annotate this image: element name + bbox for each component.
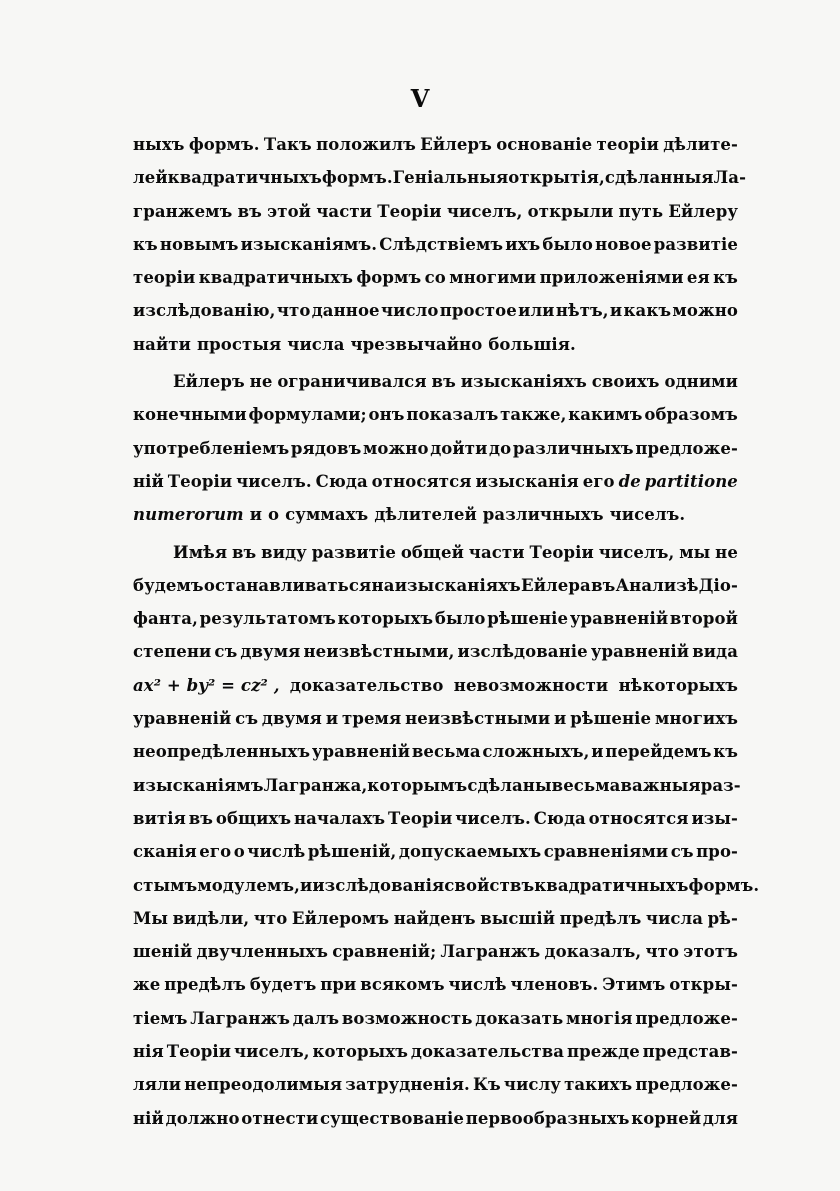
text-line — [133, 635, 738, 668]
word: доказать — [475, 1008, 564, 1028]
word: уравненій — [590, 642, 690, 662]
word: такихъ — [564, 1075, 633, 1095]
word: нѣкоторыхъ — [618, 675, 738, 695]
word: Ейлеромъ — [291, 908, 390, 928]
text-line — [133, 602, 738, 635]
word: доказательство — [289, 675, 444, 695]
word: при — [320, 975, 357, 995]
word: уравненій — [133, 709, 232, 729]
word: рядовъ — [290, 438, 362, 458]
word: которыхъ — [337, 609, 434, 629]
word: къ — [713, 268, 738, 288]
text-line — [133, 1068, 738, 1101]
word: виду — [261, 542, 307, 562]
word: чрезвычайно — [350, 334, 483, 354]
word: Такъ — [263, 135, 312, 154]
word: началахъ — [293, 808, 386, 828]
word: найти — [133, 334, 191, 354]
word: Этимъ — [602, 975, 666, 995]
word: чиселъ, — [446, 201, 523, 221]
word: двумя — [240, 642, 301, 662]
word: Ла- — [713, 168, 747, 188]
word: до — [489, 438, 512, 458]
word: многія — [566, 1008, 633, 1028]
word: останавливаться — [203, 575, 372, 595]
word: Геніальныя — [392, 168, 509, 188]
word: сравненій; — [332, 942, 437, 962]
word: и — [554, 709, 567, 729]
word: Ейлеру — [668, 201, 738, 221]
word: откры- — [669, 975, 738, 995]
word: ax² + by² = cz² , — [133, 675, 280, 695]
word: различныхъ — [512, 438, 634, 458]
word: квадратичныхъ — [198, 268, 353, 288]
word: о — [268, 505, 280, 525]
text-line — [133, 432, 738, 465]
text-line — [133, 328, 738, 361]
word: формъ. — [188, 135, 260, 154]
word: numerorum — [133, 505, 244, 525]
word: Теоріи — [377, 201, 442, 221]
text-line — [133, 835, 738, 868]
word: изысканіямъ. — [240, 234, 378, 254]
word: можно — [672, 301, 738, 321]
word: затрудненія. — [345, 1075, 470, 1095]
word: нѣтъ, — [555, 301, 609, 321]
word: неизвѣстными, — [303, 642, 455, 662]
text-line — [133, 1002, 738, 1035]
word: изысканіяхъ — [394, 575, 521, 595]
word: про- — [696, 842, 738, 862]
word: Имѣя — [173, 542, 228, 562]
word: Ейлеръ — [420, 135, 492, 154]
word: Ейлеръ — [173, 372, 245, 392]
word: положилъ — [316, 135, 416, 154]
word: Теоріи — [167, 471, 233, 491]
word: которыхъ — [312, 1042, 408, 1062]
word: двучленныхъ — [196, 942, 329, 962]
word: этой — [267, 201, 312, 221]
word: нія — [133, 1042, 164, 1062]
word: было — [434, 609, 486, 629]
text-line — [133, 261, 738, 294]
word: высшій — [480, 908, 556, 928]
word: найденъ — [393, 908, 476, 928]
word: сдѣланы — [467, 775, 552, 795]
word: части — [316, 201, 373, 221]
word: предѣлъ — [164, 975, 246, 995]
word: и — [591, 742, 604, 762]
word: изысканіямъ — [133, 775, 264, 795]
word: будетъ — [249, 975, 317, 995]
word: одними — [664, 372, 738, 392]
word: Сюда — [533, 808, 586, 828]
word: и — [249, 505, 263, 525]
word: ограничивался — [277, 372, 427, 392]
word: уравненій — [311, 742, 411, 762]
text-line — [133, 294, 738, 327]
word: открыли — [527, 201, 614, 221]
word: что — [645, 942, 680, 962]
word: также, — [500, 405, 567, 425]
text-line — [133, 365, 738, 398]
word: de — [618, 471, 641, 491]
word: прежде — [566, 1042, 640, 1062]
word: данное — [311, 301, 380, 321]
word: различныхъ — [482, 505, 604, 525]
word: образомъ — [644, 405, 738, 425]
text-line — [133, 536, 738, 569]
word: лей — [133, 168, 168, 188]
word: Лагранжа, — [263, 775, 368, 795]
word: какимъ — [568, 405, 643, 425]
word: не — [715, 542, 738, 562]
text-line — [133, 1035, 738, 1068]
word: въ — [237, 201, 262, 221]
word: доказалъ, — [544, 942, 642, 962]
word: и — [299, 875, 313, 895]
word: большія. — [488, 334, 576, 354]
word: ея — [686, 268, 710, 288]
word: основаніе — [496, 135, 593, 154]
word: со — [424, 268, 446, 288]
word: къ — [713, 742, 738, 762]
word: важныя — [620, 775, 701, 795]
word: или — [518, 301, 555, 321]
word: какъ — [623, 301, 672, 321]
word: чиселъ. — [609, 505, 686, 525]
text-line — [133, 398, 738, 431]
word: второй — [669, 609, 738, 629]
word: онъ — [368, 405, 405, 425]
text-line — [133, 161, 747, 194]
word: открытія, — [508, 168, 605, 188]
word: шеній — [133, 942, 193, 962]
word: рѣшеніе — [570, 709, 652, 729]
word: витія — [133, 808, 186, 828]
word: раз- — [700, 775, 741, 795]
word: ихъ — [505, 234, 541, 254]
word: существованіе — [320, 1108, 464, 1128]
word: формъ. — [688, 875, 760, 895]
word: дѣлите- — [663, 135, 738, 154]
word: числа — [287, 334, 345, 354]
text-line — [133, 465, 738, 498]
word: Лагранжъ — [190, 1008, 291, 1028]
word: Слѣдствіемъ — [379, 234, 504, 254]
word: въ — [591, 575, 616, 595]
word: предложе- — [635, 438, 738, 458]
text-line — [133, 195, 738, 228]
word: формулами; — [248, 405, 367, 425]
word: которымъ — [367, 775, 468, 795]
word: чиселъ. — [455, 808, 531, 828]
word: непреодолимыя — [184, 1075, 343, 1095]
word: будемъ — [133, 575, 204, 595]
word: далъ — [292, 1008, 340, 1028]
word: вида — [692, 642, 738, 662]
word: Мы — [133, 908, 169, 928]
word: квадратичныхъ — [167, 168, 322, 188]
word: Къ — [472, 1075, 501, 1095]
word: изслѣдованія — [312, 875, 445, 895]
word: о — [233, 842, 245, 862]
word: части — [468, 542, 525, 562]
word: развитіе — [653, 234, 738, 254]
word: сложныхъ, — [482, 742, 590, 762]
word: ній — [133, 1108, 164, 1128]
word: общей — [400, 542, 464, 562]
word: неопредѣленныхъ — [133, 742, 311, 762]
word: фанта, — [133, 609, 198, 629]
word: предложе- — [635, 1075, 738, 1095]
word: относятся — [588, 808, 689, 828]
word: многихъ — [655, 709, 738, 729]
word: теоріи — [596, 135, 659, 154]
word: весьма — [551, 775, 621, 795]
word: чиселъ. — [236, 471, 312, 491]
word: развитіе — [311, 542, 396, 562]
text-line — [133, 498, 738, 531]
word: предѣлъ — [559, 908, 642, 928]
page-number: V — [410, 84, 430, 113]
word: ныхъ — [133, 135, 185, 154]
text-line — [133, 228, 738, 261]
word: тремя — [342, 709, 402, 729]
word: возможность — [341, 1008, 473, 1028]
word: гранжемъ — [133, 201, 233, 221]
word: сравненіями — [543, 842, 669, 862]
word: Теоріи — [166, 1042, 232, 1062]
text-line — [133, 769, 741, 802]
word: приложеніями — [539, 268, 684, 288]
body-text — [133, 128, 760, 1135]
word: видѣли, — [172, 908, 250, 928]
word: рѣ- — [707, 908, 738, 928]
word: всякомъ — [360, 975, 445, 995]
word: предложе- — [635, 1008, 738, 1028]
word: въ — [188, 808, 214, 828]
word: съ — [235, 709, 259, 729]
word: степени — [133, 642, 212, 662]
word: что — [253, 908, 288, 928]
text-line — [133, 569, 738, 602]
word: квадратичныхъ — [534, 875, 689, 895]
word: рѣшеніе — [487, 609, 569, 629]
word: въ — [431, 372, 456, 392]
word: его — [199, 842, 232, 862]
word: изы- — [691, 808, 738, 828]
text-line — [133, 935, 738, 968]
word: Лагранжъ — [440, 942, 541, 962]
word: на — [371, 575, 395, 595]
text-line — [133, 802, 738, 835]
word: результатомъ — [199, 609, 336, 629]
word: модулемъ, — [197, 875, 300, 895]
word: корней — [631, 1108, 702, 1128]
word: было — [542, 234, 593, 254]
word: двумя — [261, 709, 322, 729]
word: многими — [449, 268, 537, 288]
word: новое — [595, 234, 652, 254]
word: къ — [133, 234, 158, 254]
text-line — [133, 902, 738, 935]
word: не — [249, 372, 273, 392]
word: простыя — [196, 334, 282, 354]
word: свойствъ — [444, 875, 535, 895]
word: мы — [679, 542, 711, 562]
word: уравненій — [569, 609, 669, 629]
word: въ — [231, 542, 257, 562]
word: и — [325, 709, 339, 729]
word: перейдемъ — [605, 742, 712, 762]
word: Діо- — [698, 575, 738, 595]
word: этотъ — [683, 942, 738, 962]
word: же — [133, 975, 161, 995]
word: изслѣдованіе — [457, 642, 588, 662]
word: числу — [503, 1075, 561, 1095]
text-line — [133, 128, 738, 161]
word: относятся — [371, 471, 472, 491]
word: весьма — [411, 742, 481, 762]
word: суммахъ — [285, 505, 369, 525]
word: отнести — [241, 1108, 319, 1128]
word: тіемъ — [133, 1008, 188, 1028]
word: и — [609, 301, 623, 321]
word: можно — [362, 438, 429, 458]
text-line — [133, 702, 738, 735]
word: допускаемыхъ — [398, 842, 542, 862]
text-line — [133, 869, 760, 902]
word: числѣ — [247, 842, 306, 862]
word: показалъ — [406, 405, 499, 425]
word: своихъ — [591, 372, 660, 392]
word: формъ — [356, 268, 422, 288]
word: Теоріи — [387, 808, 453, 828]
word: сдѣланныя — [604, 168, 714, 188]
word: изысканія — [475, 471, 579, 491]
word: первообразныхъ — [465, 1108, 630, 1128]
text-line — [133, 735, 738, 768]
word: должно — [165, 1108, 240, 1128]
word: сканія — [133, 842, 197, 862]
word: новымъ — [159, 234, 239, 254]
text-line — [133, 669, 738, 702]
word: Сюда — [315, 471, 368, 491]
word: числѣ — [448, 975, 507, 995]
word: изысканіяхъ — [460, 372, 587, 392]
text-line — [133, 968, 738, 1001]
word: простое — [439, 301, 517, 321]
word: для — [702, 1108, 738, 1128]
word: Анализѣ — [615, 575, 699, 595]
word: дойти — [430, 438, 488, 458]
word: съ — [214, 642, 238, 662]
word: Теоріи — [529, 542, 594, 562]
word: неизвѣстными — [405, 709, 551, 729]
word: чиселъ, — [598, 542, 675, 562]
word: числа — [645, 908, 704, 928]
word: общихъ — [215, 808, 292, 828]
word: членовъ. — [510, 975, 599, 995]
word: число — [380, 301, 439, 321]
word: ній — [133, 471, 164, 491]
word: путь — [618, 201, 664, 221]
word: представ- — [642, 1042, 738, 1062]
word: Ейлера — [521, 575, 591, 595]
word: формъ. — [321, 168, 393, 188]
word: стымъ — [133, 875, 198, 895]
word: доказательства — [410, 1042, 565, 1062]
word: невозможности — [453, 675, 609, 695]
word: что — [276, 301, 311, 321]
word: ляли — [133, 1075, 182, 1095]
word: дѣлителей — [374, 505, 477, 525]
word: partitione — [644, 471, 738, 491]
word: употребленіемъ — [133, 438, 290, 458]
text-line — [133, 1102, 738, 1135]
word: съ — [670, 842, 694, 862]
word: конечными — [133, 405, 247, 425]
word: чиселъ, — [234, 1042, 310, 1062]
word: теоріи — [133, 268, 196, 288]
word: его — [582, 471, 615, 491]
word: рѣшеній, — [307, 842, 397, 862]
word: изслѣдованію, — [133, 301, 276, 321]
